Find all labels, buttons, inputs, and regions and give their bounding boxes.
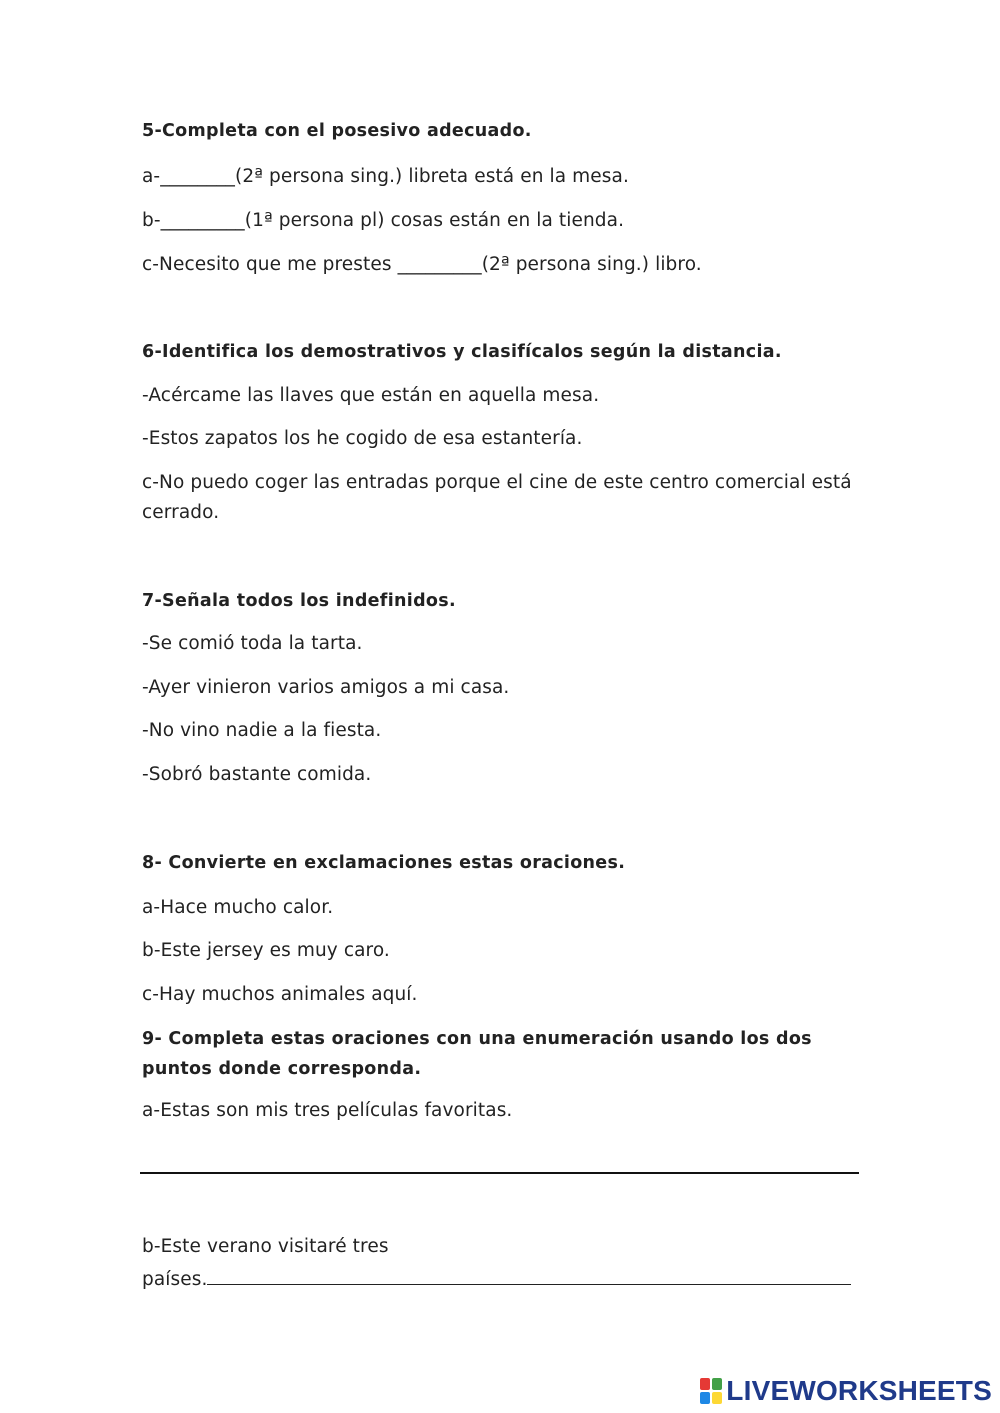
- q9-item-a: a-Estas son mis tres películas favoritas.: [142, 1100, 513, 1121]
- q5-item-b: b-_________(1ª persona pl) cosas están en la tienda.: [142, 210, 625, 231]
- logo-text: LIVEWORKSHEETS: [726, 1375, 992, 1406]
- q8-item-c: c-Hay muchos animales aquí.: [142, 984, 418, 1005]
- q7-title: 7-Señala todos los indefinidos.: [142, 591, 456, 611]
- q9-item-b-text: países.: [142, 1269, 208, 1290]
- q8-title: 8- Convierte en exclamaciones estas oraciones.: [142, 853, 626, 873]
- q7-item-b: -Ayer vinieron varios amigos a mi casa.: [142, 677, 510, 698]
- q9-title: 9- Completa estas oraciones con una enumeración usando los dos puntos donde corresponda.: [142, 1029, 812, 1079]
- q6-item-b: -Estos zapatos los he cogido de esa estantería.: [142, 428, 583, 449]
- q9-item-b-line1: b-Este verano visitaré tres: [142, 1236, 389, 1257]
- liveworksheets-logo: [700, 1375, 992, 1407]
- logo-mark-icon: [700, 1378, 722, 1404]
- q5-item-c: c-Necesito que me prestes _________(2ª persona sing.) libro.: [142, 254, 702, 275]
- logo-mark-cell: [712, 1392, 722, 1404]
- q9-item-b-line2: [142, 1266, 851, 1290]
- answer-line-a[interactable]: [140, 1172, 859, 1174]
- q8-item-b: b-Este jersey es muy caro.: [142, 940, 390, 961]
- q7-item-a: -Se comió toda la tarta.: [142, 633, 363, 654]
- q5-item-a: a-________(2ª persona sing.) libreta está en la mesa.: [142, 166, 629, 187]
- q8-item-a: a-Hace mucho calor.: [142, 897, 334, 918]
- logo-mark-cell: [700, 1392, 710, 1404]
- q5-title: 5-Completa con el posesivo adecuado.: [142, 121, 532, 141]
- logo-mark-cell: [700, 1378, 710, 1390]
- q6-item-a: -Acércame las llaves que están en aquella mesa.: [142, 385, 600, 406]
- answer-line-b[interactable]: [207, 1266, 851, 1285]
- q7-item-d: -Sobró bastante comida.: [142, 764, 372, 785]
- q7-item-c: -No vino nadie a la fiesta.: [142, 720, 382, 741]
- logo-mark-cell: [712, 1378, 722, 1390]
- q6-title: 6-Identifica los demostrativos y clasifícalos según la distancia.: [142, 342, 782, 362]
- q6-item-c: c-No puedo coger las entradas porque el cine de este centro comercial está cerrado.: [142, 472, 852, 523]
